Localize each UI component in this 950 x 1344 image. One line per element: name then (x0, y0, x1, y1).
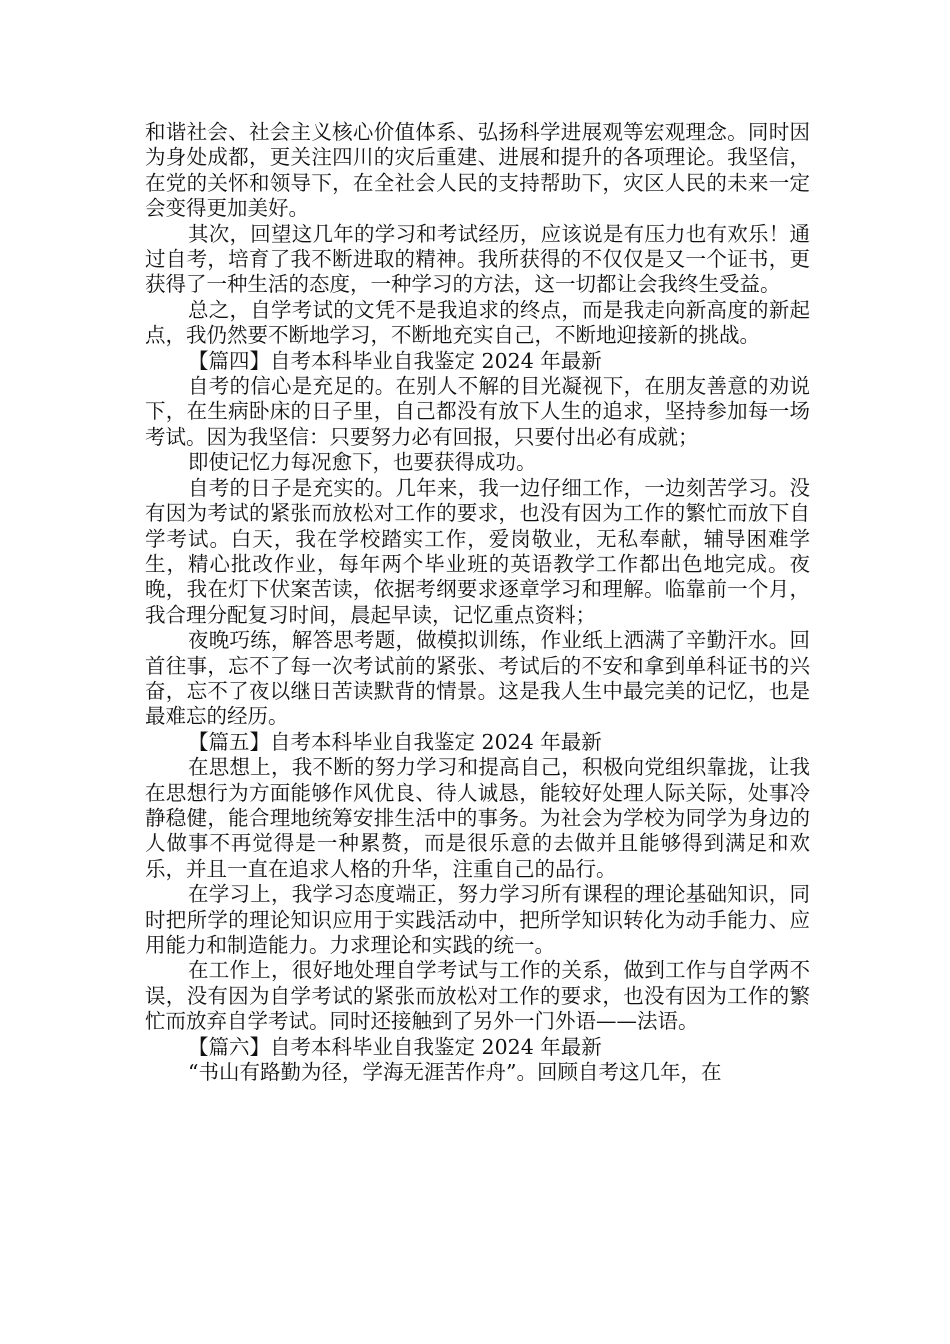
paragraph-ideology: 在思想上，我不断的努力学习和提高自己，积极向党组织靠拢，让我在思想行为方面能够作风优良、待人诚恳，能较好处理人际关际，处事冷静稳健，能合理地统筹安排生活中的事务。为社会为学校为同学为身边的人做事不再觉得是一种累赘，而是很乐意的去做并且能够得到满足和欢乐，并且一直在追求人格的升华，注重自己的品行。 (145, 755, 810, 881)
section-heading-part-five: 【篇五】自考本科毕业自我鉴定 2024 年最新 (188, 729, 602, 754)
paragraph-intro-continued: 和谐社会、社会主义核心价值体系、弘扬科学进展观等宏观理念。同时因为身处成都，更关注四川的灾后重建、进展和提升的各项理论。我坚信，在党的关怀和领导下，在全社会人民的支持帮助下，灾区人民的未来一定会变得更加美好。 (145, 120, 810, 221)
paragraph-fulfilling-days: 自考的日子是充实的。几年来，我一边仔细工作，一边刻苦学习。没有因为考试的紧张而放松对工作的要求，也没有因为工作的繁忙而放下自学考试。白天，我在学校踏实工作，爱岗敬业，无私奉献，辅导困难学生，精心批改作业，每年两个毕业班的英语教学工作都出色地完成。夜晚，我在灯下伏案苦读，依据考纲要求逐章学习和理解。临靠前一个月，我合理分配复习时间，晨起早读，记忆重点资料； (145, 475, 810, 627)
paragraph-study: 在学习上，我学习态度端正，努力学习所有课程的理论基础知识，同时把所学的理论知识应用于实践活动中，把所学知识转化为动手能力、应用能力和制造能力。力求理论和实践的统一。 (145, 882, 810, 957)
paragraph-secondly: 其次，回望这几年的学习和考试经历，应该说是有压力也有欢乐！通过自考，培育了我不断进取的精神。我所获得的不仅仅是又一个证书，更获得了一种生活的态度，一种学习的方法，这一切都让会我终生受益。 (145, 221, 810, 297)
section-heading-part-four: 【篇四】自考本科毕业自我鉴定 2024 年最新 (188, 348, 602, 373)
section-heading-part-six: 【篇六】自考本科毕业自我鉴定 2024 年最新 (188, 1034, 602, 1059)
paragraph-night-practice: 夜晚巧练，解答思考题，做模拟训练，作业纸上洒满了辛勤汗水。回首往事，忘不了每一次考试前的紧张、考试后的不安和拿到单科证书的兴奋，忘不了夜以继日苦读默背的情景。这是我人生中最完美的记忆，也是最难忘的经历。 (145, 628, 810, 729)
paragraph-proverb: “书山有路勤为径，学海无涯苦作舟”。回顾自考这几年，在 (188, 1060, 722, 1085)
paragraph-work: 在工作上，很好地处理自学考试与工作的关系，做到工作与自学两不误，没有因为自学考试的紧张而放松对工作的要求，也没有因为工作的繁忙而放弃自学考试。同时还接触到了另外一门外语——法语。 (145, 958, 810, 1034)
document-page (145, 120, 810, 1085)
paragraph-in-summary: 总之，自学考试的文凭不是我追求的终点，而是我走向新高度的新起点，我仍然要不断地学习，不断地充实自己，不断地迎接新的挑战。 (145, 297, 810, 348)
paragraph-confidence: 自考的信心是充足的。在别人不解的目光凝视下，在朋友善意的劝说下，在生病卧床的日子里，自己都没有放下人生的追求，坚持参加每一场考试。因为我坚信：只要努力必有回报，只要付出必有成就； (145, 374, 810, 449)
paragraph-memory: 即使记忆力每况愈下，也要获得成功。 (188, 450, 537, 475)
